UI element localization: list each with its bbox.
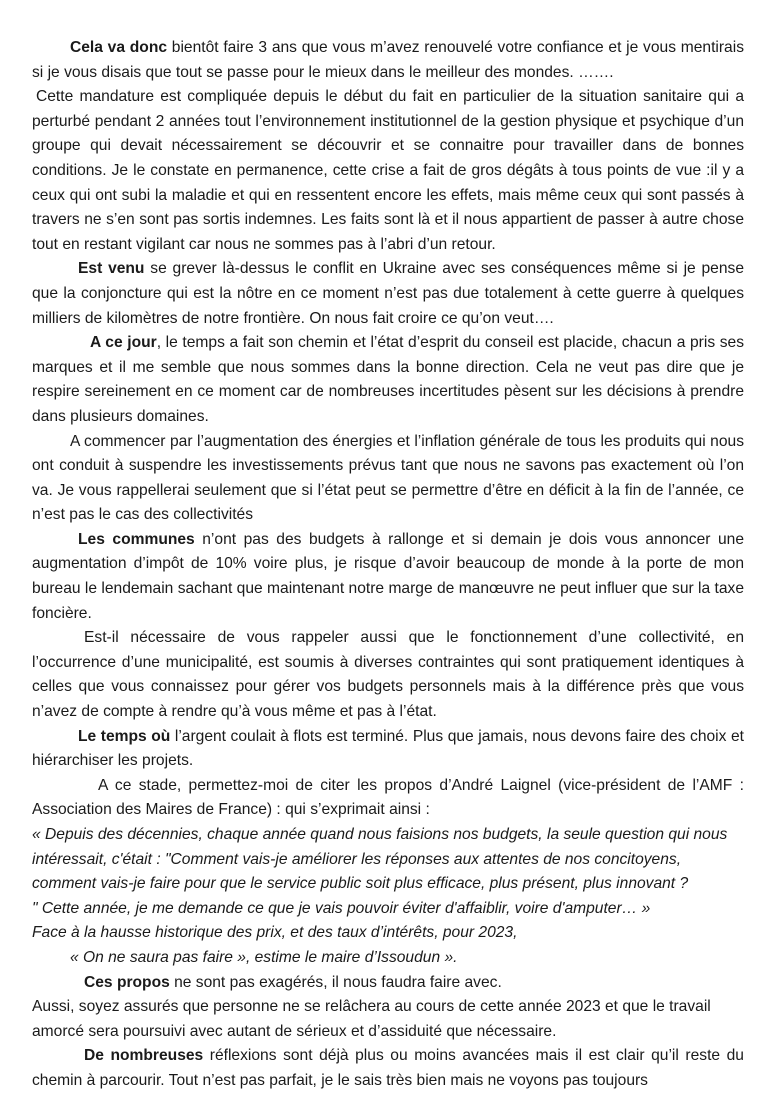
paragraph-text: Est-il nécessaire de vous rappeler aussi que le fonctionnement d’une collectivité, en l’occurrence d’une municipalité, est soumis à diverses contraintes qui sont pratiquement identiques à celles que vous connaissez pour gérer vos budgets personnels mais à la différence près que vous n’avez de compte à rendre qu’à vous même et pas à l’état. <box>32 629 744 721</box>
paragraph-propos <box>32 971 744 996</box>
paragraph-text: Aussi, soyez assurés que personne ne se relâchera au cours de cette année 2023 et que le travail amorcé sera poursuivi avec autant de sérieux et d’assiduité que nécessaire. <box>32 998 711 1040</box>
paragraph-lead: Le temps où <box>78 727 171 745</box>
paragraph-text: A commencer par l’augmentation des énergies et l’inflation générale de tous les produits qui nous ont conduit à suspendre les investissements prévus tant que nous ne savons pas exactement où l’on va. Je vous rappellerai seulement que si l’état peut se permettre d’être en déficit à la fin de l’année, ce n’est pas le cas des collectivités <box>32 432 744 524</box>
paragraph-collectivite <box>32 626 744 724</box>
paragraph-text: se grever là-dessus le conflit en Ukraine avec ses conséquences même si je pense que la conjoncture qui est la nôtre en ce moment n’est pas due totalement à cette guerre à quelques milliers de kilomètres de notre frontière. On nous fait croire ce qu’on veut…. <box>32 260 744 327</box>
paragraph-text: ne sont pas exagérés, il nous faudra faire avec. <box>169 973 502 991</box>
paragraph-lead: Est venu <box>78 260 145 278</box>
letter-body <box>32 36 744 1094</box>
paragraph-text: n’ont pas des budgets à rallonge et si demain je dois vous annoncer une augmentation d’impôt de 10% voire plus, je risque d’avoir beaucoup de monde à la porte de mon bureau le lendemain sachant que maintenant notre marge de manœuvre ne peut influer que sur la taxe foncière. <box>32 530 744 622</box>
paragraph-text: bientôt faire 3 ans que vous m’avez renouvelé votre confiance et je vous mentirais si je vous disais que tout se passe pour le mieux dans le meilleur des mondes. ……. <box>32 39 744 81</box>
quote-line-3: Face à la hausse historique des prix, et des taux d’intérêts, pour 2023, <box>32 924 518 942</box>
paragraph-lead: Cela va donc <box>70 39 168 56</box>
paragraph-communes <box>32 528 744 626</box>
paragraph-lead: A ce jour <box>90 334 157 352</box>
paragraph-reflexions <box>32 1044 744 1093</box>
paragraph-text: A ce stade, permettez-moi de citer les propos d’André Laignel (vice-président de l’AMF : Association des Maires de France) : qui s’exprimait ainsi : <box>32 776 744 819</box>
paragraph-text: Cette mandature est compliquée depuis le début du fait en particulier de la situation sanitaire qui a perturbé pendant 2 années tout l’environnement institutionnel de la gestion physique et psychique d’un groupe qui devait nécessairement se découvrir et se connaitre pour travailler dans de bonnes conditions. Je le constate en permanence, cette crise a fait de gros dégâts à tous points de vue :il y a ceux qui ont subi la maladie et qui en ressentent encore les effets, mais même ceux qui sont passés à travers ne s’en sont pas sortis indemnes. Les faits sont là et il nous appartient de passer à autre chose tout en restant vigilant car nous ne sommes pas à l’abri d’un retour. <box>32 88 744 253</box>
quote-line-4: « On ne saura pas faire », estime le maire d’Issoudun ». <box>70 948 458 966</box>
paragraph-text: , le temps a fait son chemin et l’état d’esprit du conseil est placide, chacun a pris ses marques et il me semble que nous sommes dans la bonne direction. Cela ne veut pas dire que je respire sereinement en ce moment car de nombreuses incertitudes pèsent sur les décisions à prendre dans plusieurs domaines. <box>32 334 744 425</box>
paragraph-lead: De nombreuses <box>84 1047 204 1065</box>
paragraph-mandature <box>32 85 744 257</box>
quote-line-2: " Cette année, je me demande ce que je vais pouvoir éviter d'affaiblir, voire d'amputer… » <box>32 899 651 917</box>
paragraph-lead: Les communes <box>78 530 195 548</box>
paragraph-assures <box>32 995 744 1044</box>
paragraph-text: l’argent coulait à flots est terminé. Plus que jamais, nous devons faire des choix et hiérarchiser les projets. <box>32 727 744 770</box>
quote-line-1: « Depuis des décennies, chaque année quand nous faisions nos budgets, la seule question qui nous intéressait, c'était : "Comment vais-je améliorer les réponses aux attentes de nos concitoyens, comment vais-je faire pour que le service public soit plus efficace, plus présent, plus innovant ? <box>32 826 728 893</box>
paragraph-a-ce-jour <box>32 331 744 429</box>
paragraph-energies <box>32 430 744 528</box>
paragraph-citation-intro <box>32 774 744 823</box>
paragraph-intro <box>32 36 744 85</box>
paragraph-ukraine <box>32 257 744 331</box>
paragraph-lead: Ces propos <box>84 973 170 991</box>
paragraph-temps <box>32 725 744 774</box>
paragraph-text: réflexions sont déjà plus ou moins avancées mais il est clair qu’il reste du chemin à parcourir. Tout n’est pas parfait, je le sais très bien mais ne voyons pas toujours <box>32 1047 744 1089</box>
